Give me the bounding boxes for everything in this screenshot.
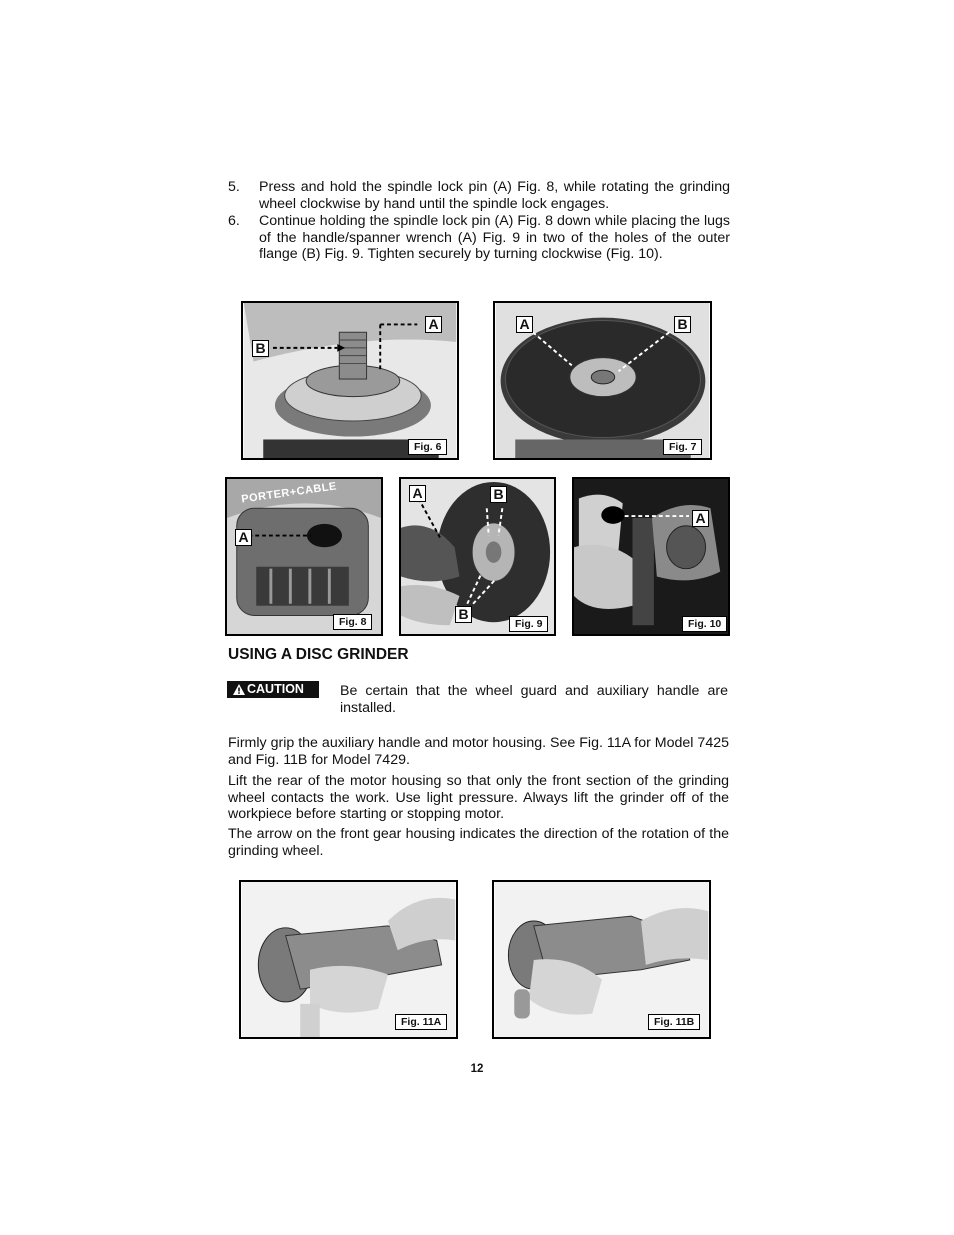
figure-label: Fig. 11B	[648, 1014, 700, 1030]
callout-b: B	[252, 340, 269, 357]
callout-a: A	[409, 485, 426, 502]
page-number: 12	[470, 1063, 484, 1075]
callout-a: A	[235, 529, 252, 546]
step-5	[228, 179, 730, 212]
callout-a: A	[692, 510, 709, 527]
figure-label: Fig. 9	[509, 616, 548, 632]
caution-label: CAUTION	[247, 682, 304, 696]
paragraph: The arrow on the front gear housing indicates the direction of the rotation of the grinding wheel.	[228, 826, 729, 859]
caution-badge	[227, 681, 319, 698]
step-number: 6.	[228, 213, 240, 229]
callout-a: A	[425, 316, 442, 333]
figure-label: Fig. 7	[663, 439, 702, 455]
callout-b: B	[490, 486, 507, 503]
figure-11a	[239, 880, 458, 1039]
paragraph: Lift the rear of the motor housing so that only the front section of the grinding wheel contacts the work. Use light pressure. Always lift the grinder off of the workpiece before starting or stopping motor.	[228, 773, 729, 822]
step-number: 5.	[228, 179, 240, 195]
figure-label: Fig. 11A	[395, 1014, 447, 1030]
figure-11b	[492, 880, 711, 1039]
figure-label: Fig. 8	[333, 614, 372, 630]
caution-text: Be certain that the wheel guard and auxiliary handle are installed.	[340, 683, 728, 716]
paragraph: Firmly grip the auxiliary handle and motor housing. See Fig. 11A for Model 7425 and Fig. 11B for Model 7429.	[228, 735, 729, 768]
figure-label: Fig. 6	[408, 439, 447, 455]
step-text: Continue holding the spindle lock pin (A) Fig. 8 down while placing the lugs of the handle/spanner wrench (A) Fig. 9 in two of the holes of the outer flange (B) Fig. 9. Tighten securely by turning clockwise (Fig. 10).	[259, 213, 730, 262]
brand-logo: PORTER+CABLE	[240, 480, 338, 506]
figure-9	[399, 477, 556, 636]
figure-9-photo	[401, 479, 554, 634]
figure-10-photo	[574, 479, 728, 634]
section-heading: USING A DISC GRINDER	[228, 646, 409, 663]
warning-icon	[233, 684, 245, 695]
callout-a: A	[516, 316, 533, 333]
callout-b: B	[674, 316, 691, 333]
callout-b: B	[455, 606, 472, 623]
step-6	[228, 213, 730, 263]
figure-7	[493, 301, 712, 460]
step-text: Press and hold the spindle lock pin (A) Fig. 8, while rotating the grinding wheel clockwise by hand until the spindle lock engages.	[259, 179, 730, 212]
figure-8	[225, 477, 383, 636]
figure-10	[572, 477, 730, 636]
figure-6	[241, 301, 459, 460]
figure-label: Fig. 10	[682, 616, 727, 632]
